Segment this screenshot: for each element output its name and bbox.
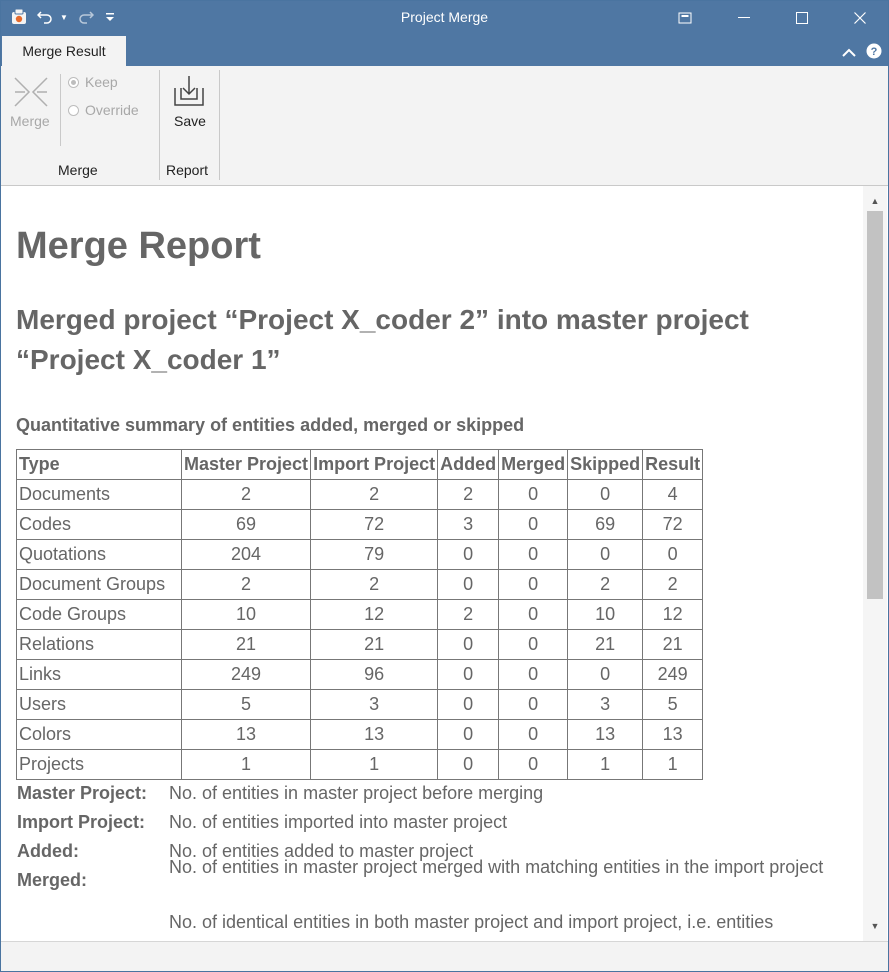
vertical-scrollbar[interactable]: [863, 186, 887, 941]
table-cell-value: 2: [311, 480, 438, 510]
merge-button[interactable]: [7, 72, 55, 134]
help-icon[interactable]: [866, 43, 882, 64]
table-cell-type: Quotations: [17, 540, 182, 570]
table-cell-type: Links: [17, 660, 182, 690]
table-cell-value: 21: [643, 630, 703, 660]
report-subtitle: Merged project “Project X_coder 2” into master project “Project X_coder 1”: [16, 304, 749, 375]
table-cell-value: 0: [499, 540, 568, 570]
table-cell-value: 249: [643, 660, 703, 690]
save-button[interactable]: [167, 72, 211, 134]
legend-description: No. of entities in master project before merging: [169, 783, 544, 803]
collapse-ribbon-icon[interactable]: [842, 45, 856, 63]
tab-strip-icons: [842, 43, 882, 64]
table-row: [17, 720, 703, 750]
summary-title: Quantitative summary of entities added, merged or skipped: [16, 415, 525, 435]
table-cell-value: 13: [311, 720, 438, 750]
table-cell-type: Colors: [17, 720, 182, 750]
group-separator: [159, 70, 160, 180]
table-cell-value: 2: [438, 600, 499, 630]
legend-term: Import Project:: [17, 812, 146, 832]
ribbon-group-merge-label: Merge: [58, 162, 98, 178]
table-header-row: [17, 450, 703, 480]
table-cell-type: Relations: [17, 630, 182, 660]
ribbon-tab-strip: [1, 35, 888, 66]
merge-button-label: Merge: [10, 113, 50, 129]
save-icon: [172, 74, 206, 108]
table-cell-type: Code Groups: [17, 600, 182, 630]
status-bar: [1, 941, 888, 972]
table-cell-value: 0: [499, 600, 568, 630]
table-row: [17, 540, 703, 570]
group-separator: [219, 70, 220, 180]
override-radio-dot: [68, 105, 79, 116]
table-cell-value: 12: [643, 600, 703, 630]
table-cell-value: 0: [499, 630, 568, 660]
table-cell-value: 10: [568, 600, 643, 630]
table-cell-value: 21: [311, 630, 438, 660]
table-cell-value: 0: [438, 720, 499, 750]
table-cell-value: 0: [499, 720, 568, 750]
table-cell-value: 2: [182, 570, 311, 600]
scroll-down-icon[interactable]: ▼: [870, 921, 880, 931]
minimize-button[interactable]: [715, 1, 773, 35]
ribbon-group-report-label: Report: [166, 162, 209, 178]
table-cell-value: 2: [643, 570, 703, 600]
column-header-import-project: Import Project: [311, 450, 438, 480]
table-cell-value: 1: [643, 750, 703, 780]
table-cell-type: Users: [17, 690, 182, 720]
table-cell-value: 3: [438, 510, 499, 540]
scrollbar-thumb[interactable]: [867, 211, 883, 599]
table-cell-value: 5: [182, 690, 311, 720]
table-row: [17, 480, 703, 510]
table-cell-value: 13: [643, 720, 703, 750]
table-cell-value: 72: [643, 510, 703, 540]
keep-radio-dot: [68, 77, 79, 88]
title-bar: [1, 1, 888, 35]
column-header-type: Type: [17, 450, 182, 480]
table-cell-type: Document Groups: [17, 570, 182, 600]
legend-term: Merged:: [17, 870, 88, 890]
ribbon: [1, 66, 888, 186]
table-cell-value: 4: [643, 480, 703, 510]
table-cell-type: Codes: [17, 510, 182, 540]
table-cell-value: 21: [568, 630, 643, 660]
table-cell-value: 0: [568, 540, 643, 570]
table-cell-value: 96: [311, 660, 438, 690]
table-cell-value: 0: [438, 540, 499, 570]
table-cell-value: 0: [438, 570, 499, 600]
table-cell-value: 1: [568, 750, 643, 780]
legend-description: No. of entities added to master project: [169, 841, 474, 861]
legend-term: Added:: [17, 841, 79, 861]
table-cell-value: 13: [182, 720, 311, 750]
table-cell-value: 0: [568, 660, 643, 690]
table-cell-value: 0: [499, 690, 568, 720]
legend-description: No. of entities in master project merged with matching entities in the import project: [169, 857, 824, 877]
maximize-button[interactable]: [773, 1, 831, 35]
table-cell-value: 1: [182, 750, 311, 780]
table-cell-value: 1: [311, 750, 438, 780]
table-cell-value: 72: [311, 510, 438, 540]
table-cell-value: 0: [438, 630, 499, 660]
column-header-added: Added: [438, 450, 499, 480]
table-row: [17, 660, 703, 690]
separator: [60, 74, 61, 146]
table-cell-value: 0: [499, 480, 568, 510]
table-cell-value: 79: [311, 540, 438, 570]
table-row: [17, 690, 703, 720]
merge-icon: [13, 74, 49, 110]
column-header-master-project: Master Project: [182, 450, 311, 480]
override-radio[interactable]: [68, 102, 139, 118]
scroll-up-icon[interactable]: ▲: [870, 196, 880, 206]
summary-table: [16, 449, 703, 780]
table-cell-value: 0: [438, 750, 499, 780]
table-cell-type: Projects: [17, 750, 182, 780]
report-view: [1, 186, 863, 941]
table-cell-type: Documents: [17, 480, 182, 510]
ribbon-display-options-icon[interactable]: [657, 1, 713, 35]
table-row: [17, 510, 703, 540]
table-cell-value: 13: [568, 720, 643, 750]
table-row: [17, 750, 703, 780]
legend-description: No. of identical entities in both master project and import project, i.e. entities: [169, 912, 774, 932]
table-row: [17, 630, 703, 660]
table-cell-value: 2: [311, 570, 438, 600]
table-cell-value: 0: [499, 750, 568, 780]
table-row: [17, 600, 703, 630]
legend-term: Master Project:: [17, 783, 148, 803]
svg-text:?: ?: [870, 46, 878, 58]
table-cell-value: 0: [438, 660, 499, 690]
table-cell-value: 0: [568, 480, 643, 510]
table-cell-value: 12: [311, 600, 438, 630]
table-cell-value: 204: [182, 540, 311, 570]
table-cell-value: 0: [499, 660, 568, 690]
table-cell-value: 2: [438, 480, 499, 510]
tab-merge-result[interactable]: Merge Result: [2, 36, 126, 66]
table-cell-value: 0: [499, 570, 568, 600]
column-header-skipped: Skipped: [568, 450, 643, 480]
keep-radio[interactable]: [68, 74, 118, 90]
override-radio-label: Override: [85, 102, 139, 118]
table-cell-value: 0: [438, 690, 499, 720]
table-cell-value: 21: [182, 630, 311, 660]
table-cell-value: 2: [182, 480, 311, 510]
window-title: Project Merge: [400, 9, 489, 25]
table-row: [17, 570, 703, 600]
column-header-result: Result: [643, 450, 703, 480]
save-button-label: Save: [174, 113, 206, 129]
report-title: Merge Report: [16, 225, 261, 267]
table-cell-value: 10: [182, 600, 311, 630]
table-cell-value: 5: [643, 690, 703, 720]
table-cell-value: 0: [643, 540, 703, 570]
table-cell-value: 69: [182, 510, 311, 540]
table-cell-value: 249: [182, 660, 311, 690]
table-cell-value: 3: [311, 690, 438, 720]
table-cell-value: 69: [568, 510, 643, 540]
table-cell-value: 0: [499, 510, 568, 540]
column-header-merged: Merged: [499, 450, 568, 480]
table-cell-value: 2: [568, 570, 643, 600]
close-button[interactable]: [831, 1, 889, 35]
undo-dropdown-icon[interactable]: ▼: [60, 12, 68, 22]
keep-radio-label: Keep: [85, 74, 118, 90]
table-cell-value: 3: [568, 690, 643, 720]
legend-description: No. of entities imported into master project: [169, 812, 508, 832]
